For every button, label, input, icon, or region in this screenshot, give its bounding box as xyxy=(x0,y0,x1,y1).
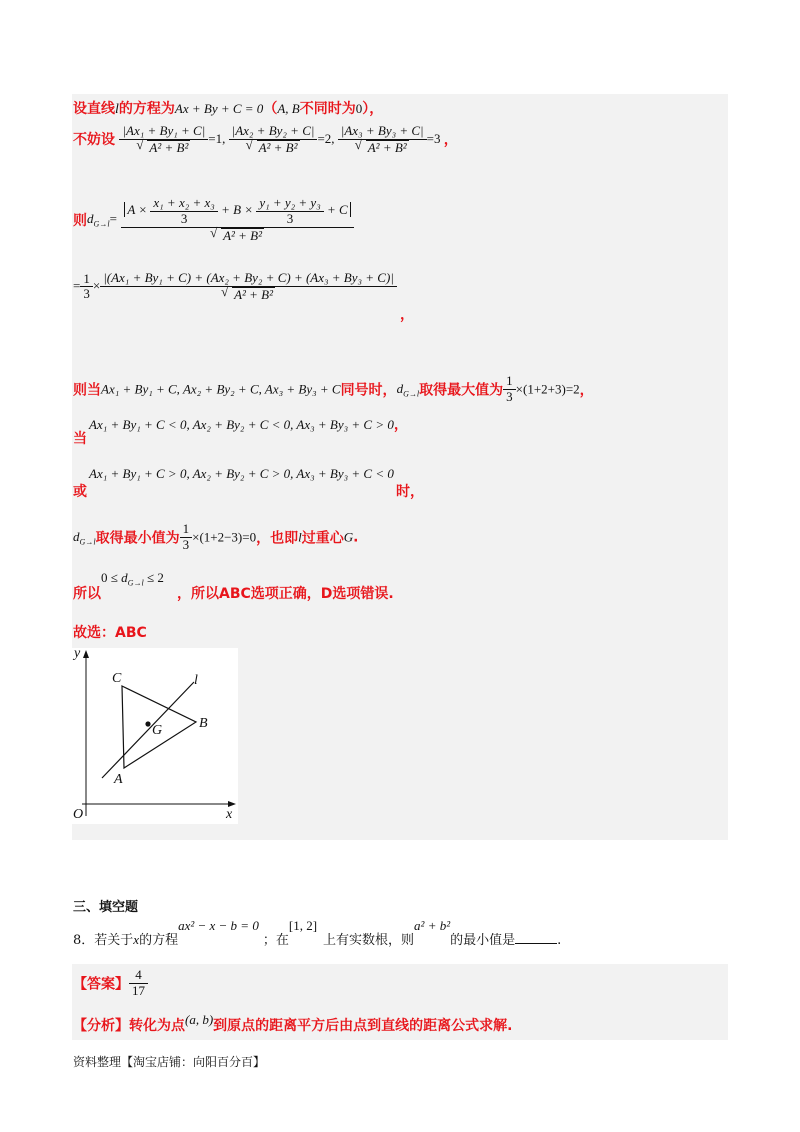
solution-line-9: $0 \le d_{G\to l} \le 2$ xyxy=(101,570,164,588)
solution-line-7-suffix: 时， xyxy=(396,484,424,500)
solution-line-6-prefix: 当 xyxy=(73,431,87,447)
solution-line-4: = $\frac{1}{3}$ × |(Ax₁ + By₁ + C) + (Ax₂ + By₂ + C) + (Ax₃ + By₃ + C)| √ A² + B² xyxy=(73,271,397,303)
answer-blank[interactable] xyxy=(515,943,557,944)
solution-line-5: 则当Ax₁ + By₁ + C, Ax₂ + By₂ + C, Ax₃ + By₃ + C同号时，$d_{G\to l}$取得最大值为 $\frac{1}{3}$ ×(1+2+3)=2， xyxy=(73,373,594,404)
vertex-b-label: B xyxy=(199,716,208,731)
solution-line-8: $d_{G\to l}$取得最小值为 $\frac{1}{3}$ ×(1+2−3)=0，也即l过重心G. xyxy=(73,521,359,552)
fraction-1: |Ax₁ + By₁ + C| √ A² + B² xyxy=(119,124,208,156)
centroid-point xyxy=(145,721,150,726)
solution-line-9b: 所以 ，所以ABC选项正确，D选项错误. xyxy=(73,586,394,602)
solution-line-3: 则$d_{G\to l}=$ A × $\frac{\text{x₁ + x₂ + x₃}}{3}$ + B × $\frac{\text{y₁ + y₂ + y₃}}{3}$ + C √ A² + B² xyxy=(73,196,354,244)
x-axis-label: x xyxy=(226,807,233,822)
solution-line-7-prefix: 或 xyxy=(73,484,87,500)
section-title: 三、填空题 xyxy=(73,900,139,915)
vertex-c-label: C xyxy=(112,671,122,686)
centroid-label: G xyxy=(152,723,163,738)
fraction-2: |Ax₂ + By₂ + C| √ A² + B² xyxy=(229,124,318,156)
triangle-figure xyxy=(72,648,238,824)
analysis-line: 【分析】转化为点(a, b)到原点的距离平方后由点到直线的距离公式求解. xyxy=(73,1012,513,1034)
solution-line-4-suffix: ， xyxy=(400,307,414,323)
vertex-a-label: A xyxy=(114,772,123,787)
fraction-3: |Ax₃ + By₃ + C| √ A² + B² xyxy=(338,124,427,156)
distance-fraction: A × $\frac{\text{x₁ + x₂ + x₃}}{3}$ + B × $\frac{\text{y₁ + y₂ + y₃}}{3}$ + C √ A² + B² xyxy=(121,196,353,244)
question-8: 8．若关于x的方程ax² − x − b = 0；在[1, 2]上有实数根，则a² + b²的最小值是 . xyxy=(73,918,562,948)
footer-text: 资料整理【淘宝店铺：向阳百分百】 xyxy=(73,1055,266,1069)
solution-line-1: 设直线l的方程为Ax + By + C = 0（A, B不同时为0）， xyxy=(73,101,384,117)
solution-line-6: Ax₁ + By₁ + C < 0, Ax₂ + By₂ + C < 0, Ax₃ + By₃ + C > 0， xyxy=(89,417,408,433)
answer-fraction: $\frac{4}{17}$ xyxy=(129,968,148,999)
solution-line-2: 不妨设 |Ax₁ + By₁ + C| √ A² + B² =1, |Ax₂ + By₂ + C| √ A² + B² =2, |Ax₃ + By₃ + C| √ A² + B² =3 ， xyxy=(73,124,458,156)
answer-line: 【答案】 $\frac{4}{17}$ xyxy=(73,968,148,999)
answer-choice: 故选：ABC xyxy=(73,625,147,641)
solution-line-7: Ax₁ + By₁ + C > 0, Ax₂ + By₂ + C > 0, Ax₃ + By₃ + C < 0 xyxy=(89,466,394,481)
origin-label: O xyxy=(73,807,84,822)
sum-fraction: |(Ax₁ + By₁ + C) + (Ax₂ + By₂ + C) + (Ax₃ + By₃ + C)| √ A² + B² xyxy=(100,271,397,303)
y-axis-label: y xyxy=(74,648,81,661)
line-l-label: l xyxy=(194,673,198,688)
